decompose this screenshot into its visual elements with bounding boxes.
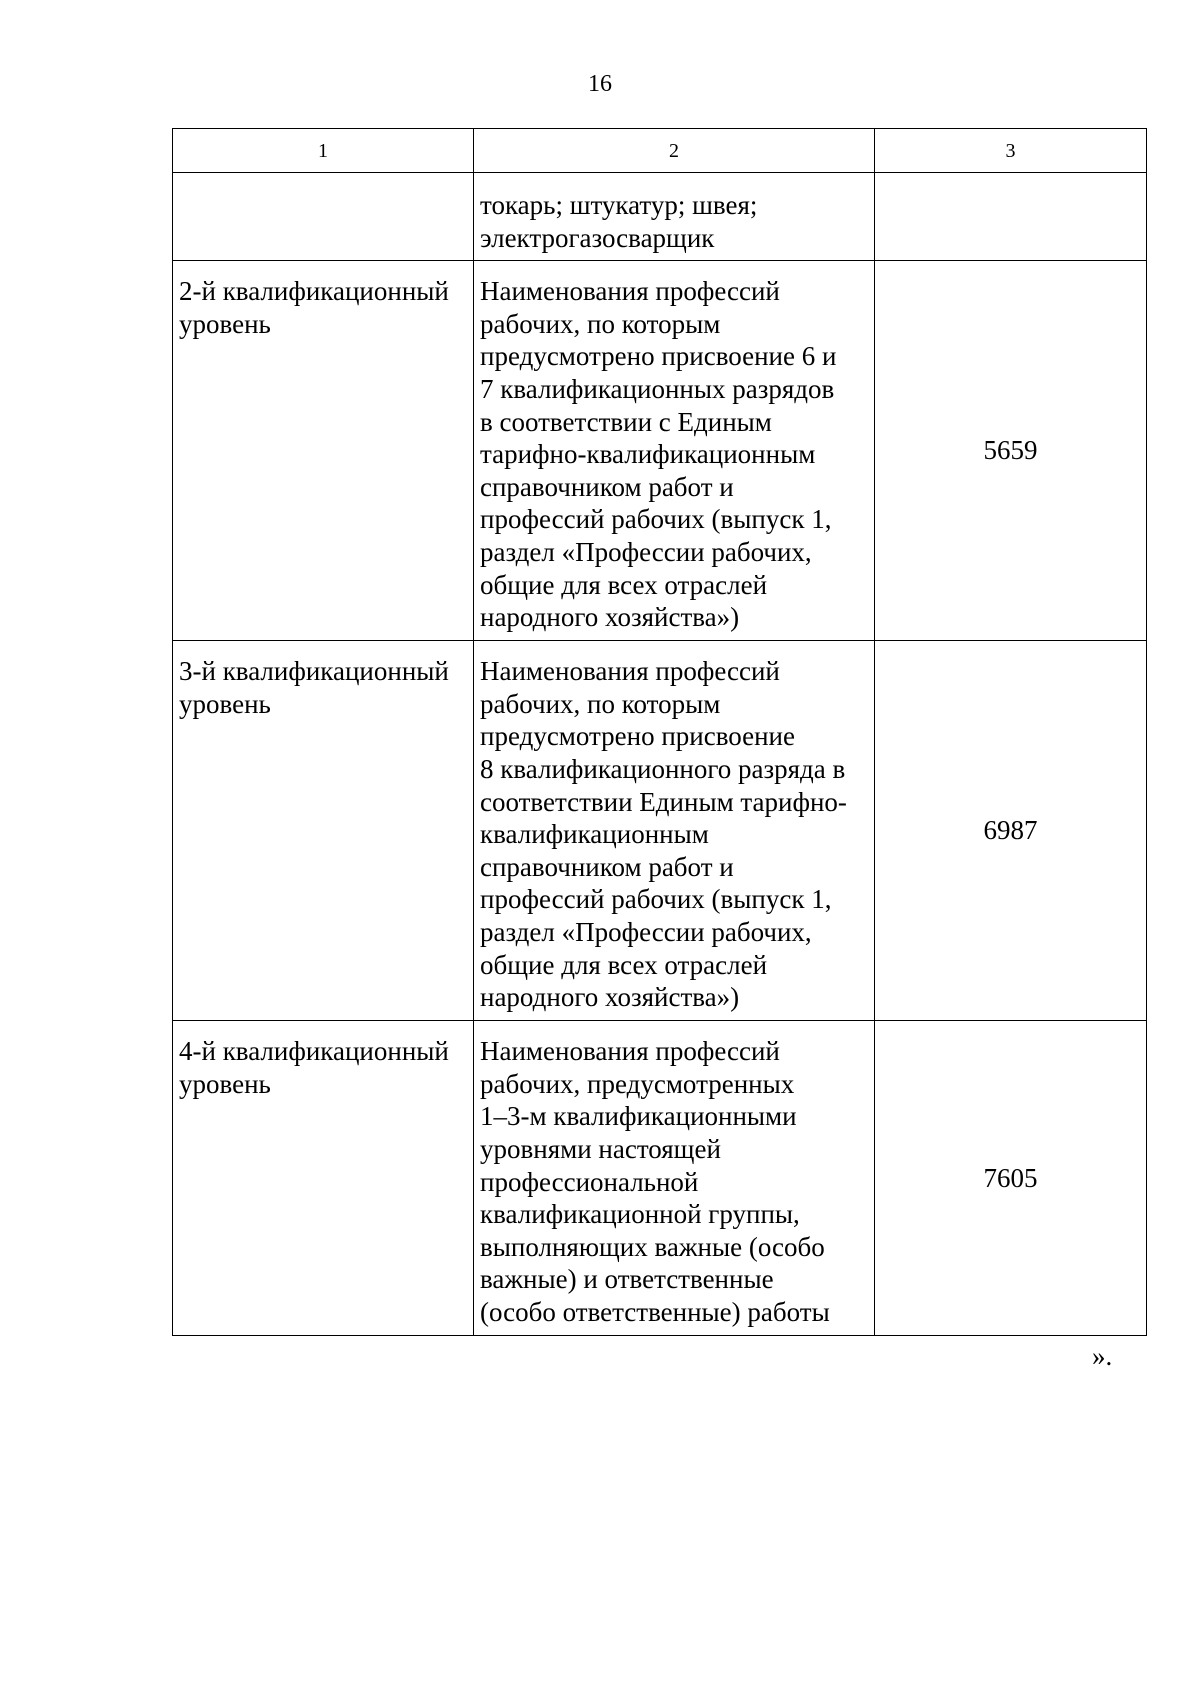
header-cell-1: 1 bbox=[173, 129, 474, 173]
value-cell: 6987 bbox=[875, 641, 1147, 1021]
value-cell bbox=[875, 173, 1147, 261]
level-cell bbox=[173, 173, 474, 261]
qualification-table bbox=[172, 128, 1147, 1336]
table-row bbox=[173, 641, 1147, 1021]
header-cell-2: 2 bbox=[474, 129, 875, 173]
table-row bbox=[173, 261, 1147, 641]
description-cell: Наименования профессий рабочих, по которым предусмотрено присвоение 6 и 7 квалификационных разрядов в соответствии с Единым тарифно-квалификационным справочником работ и профессий рабочих (выпуск 1, раздел «Профессии рабочих, общие для всех отраслей народного хозяйства») bbox=[474, 261, 875, 641]
table-header-row bbox=[173, 129, 1147, 173]
value-cell: 5659 bbox=[875, 261, 1147, 641]
table-row bbox=[173, 1021, 1147, 1335]
level-cell: 3-й квалификационный уровень bbox=[173, 641, 474, 1021]
level-cell: 4-й квалификационный уровень bbox=[173, 1021, 474, 1335]
description-cell: Наименования профессий рабочих, предусмотренных 1–3-м квалификационными уровнями настоящей профессиональной квалификационной группы, выполняющих важные (особо важные) и ответственные (особо ответственные) работы bbox=[474, 1021, 875, 1335]
description-cell: токарь; штукатур; швея; электрогазосварщик bbox=[474, 173, 875, 261]
level-cell: 2-й квалификационный уровень bbox=[173, 261, 474, 641]
table-row bbox=[173, 173, 1147, 261]
closing-quote-mark: ». bbox=[1092, 1341, 1113, 1371]
page-number: 16 bbox=[588, 71, 612, 97]
value-cell: 7605 bbox=[875, 1021, 1147, 1335]
description-cell: Наименования профессий рабочих, по которым предусмотрено присвоение 8 квалификационного разряда в соответствии Единым тарифно- квалификационным справочником работ и профессий рабочих (выпуск 1, раздел «Профессии рабочих, общие для всех отраслей народного хозяйства») bbox=[474, 641, 875, 1021]
header-cell-3: 3 bbox=[875, 129, 1147, 173]
